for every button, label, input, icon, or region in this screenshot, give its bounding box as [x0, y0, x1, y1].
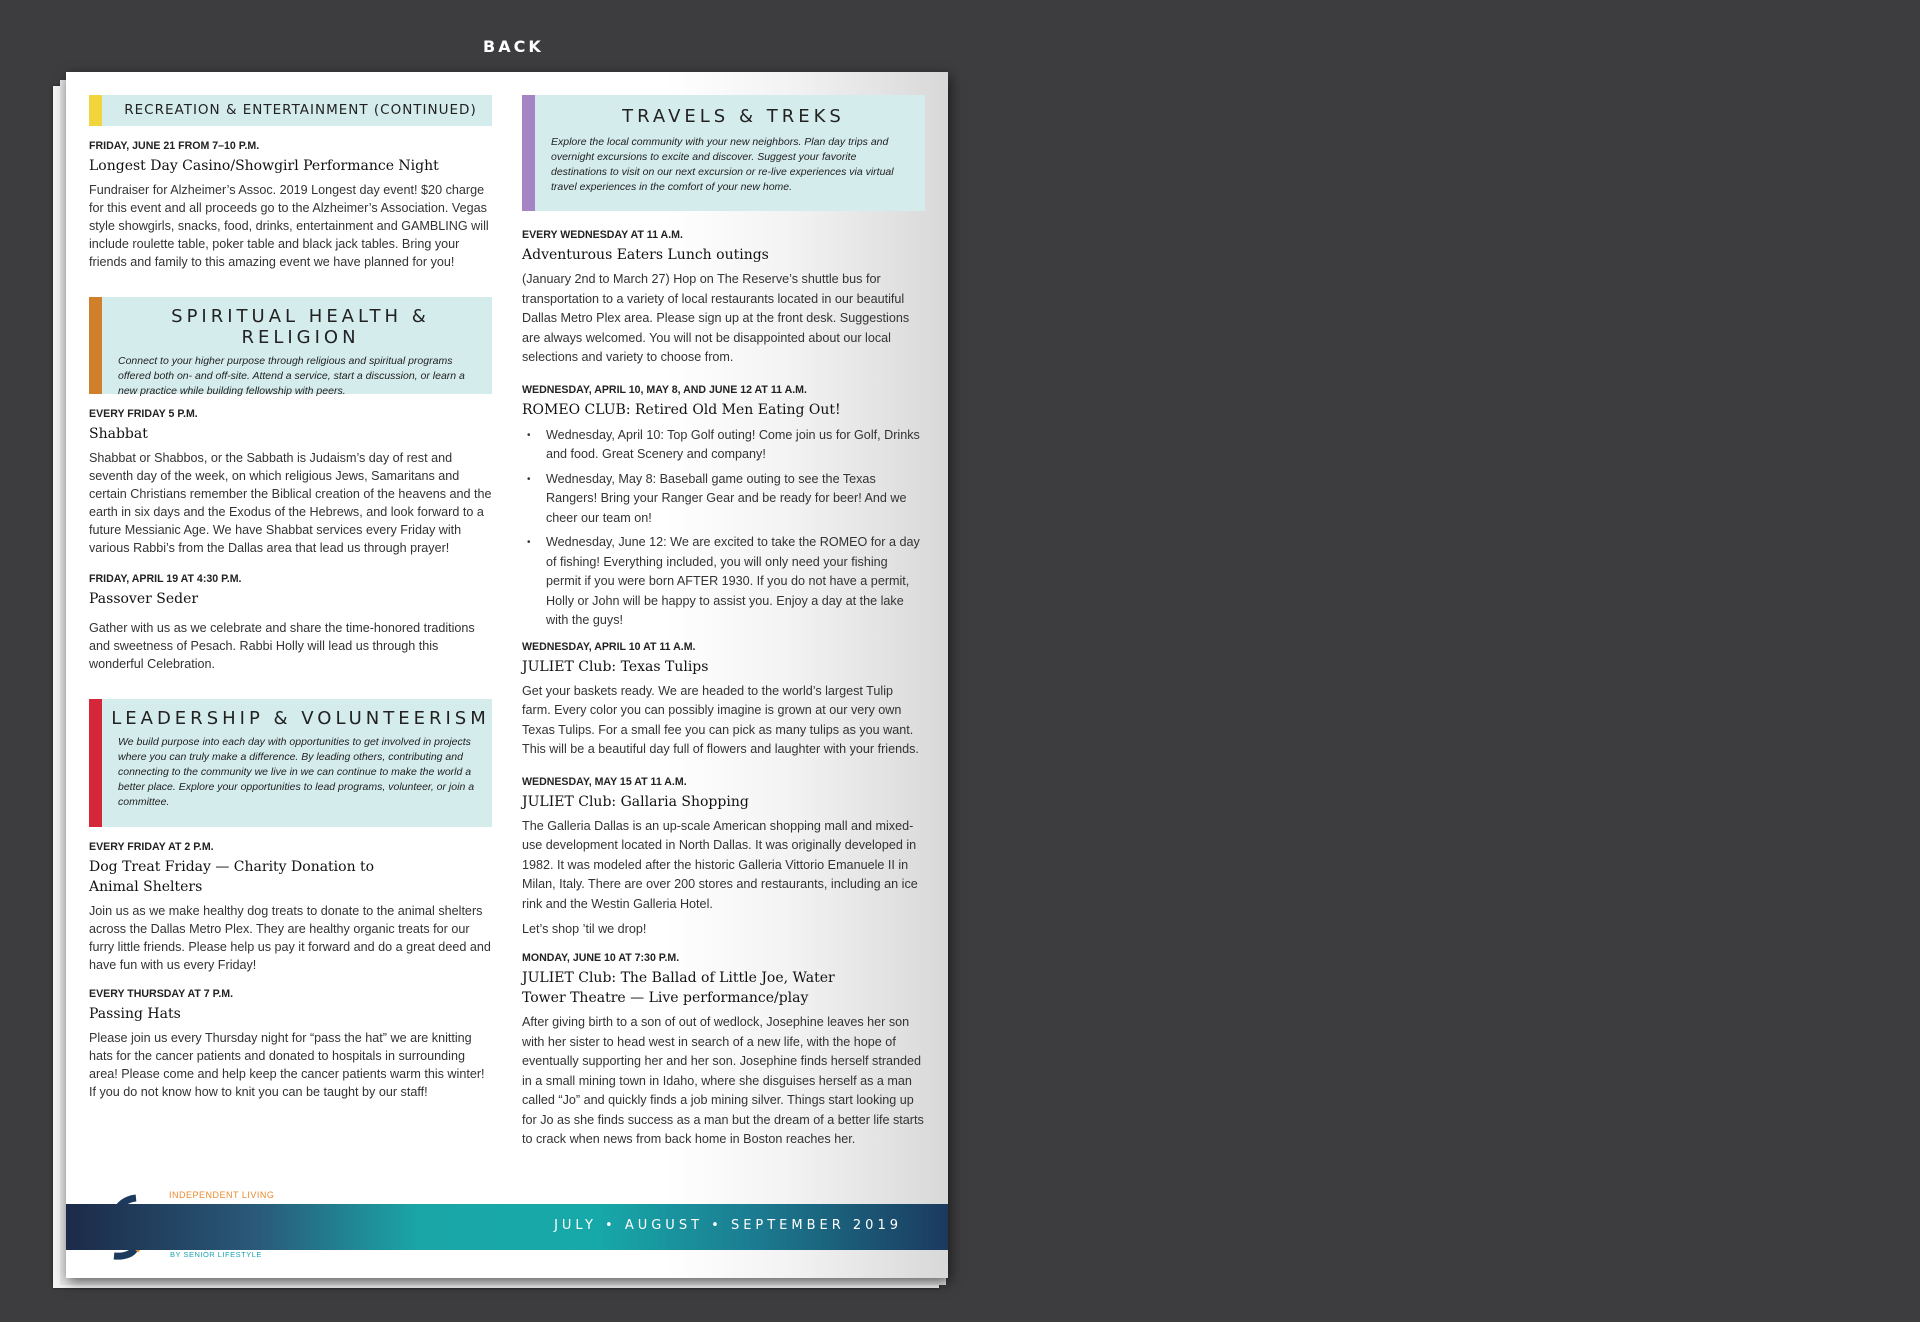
event-body-extra: Let’s shop ’til we drop!	[522, 922, 647, 936]
section-header-recreation	[89, 95, 492, 126]
event-galleria-shopping	[522, 776, 925, 939]
back-label[interactable]: BACK	[483, 37, 544, 56]
event-body: After giving birth to a son of out of wedlock, Josephine leaves her son with her sister to head west in search of a new life, with the hope of eventually supporting her and her son. Josephine finds herself stranded in a small mining town in Idaho, where she disguises herself as a man called “Jo” and quickly finds a job mining silver. Things start looking up for Jo as she finds success as a man but the dream of a better life starts to crack when news from back home in Boston reaches her.	[522, 1015, 924, 1146]
event-dog-treat	[89, 841, 492, 974]
list-item: • Wednesday, May 8: Baseball game outing to see the Texas Rangers! Bring your Ranger Gear and be ready for beer! And we cheer our team on!	[546, 470, 925, 529]
footer-issue-date: JULY • AUGUST • SEPTEMBER 2019	[554, 1218, 902, 1233]
event-passing-hats	[89, 988, 492, 1101]
section-description: Connect to your higher purpose through religious and spiritual programs offered both on- and off-site. Attend a service, start a discussion, or learn a new practice while building fellowship with peers.	[118, 355, 465, 397]
event-texas-tulips	[522, 641, 925, 760]
section-header-leadership	[89, 699, 492, 827]
left-column	[89, 95, 492, 1101]
list-item: • Wednesday, June 12: We are excited to take the ROMEO for a day of fishing! Everything included, you will only need your fishing permit if you were born AFTER 1930. If you do not have a permit, Holly or John will be happy to assist you. Enjoy a day at the lake with the guys!	[546, 533, 925, 631]
event-adventurous-eaters	[522, 229, 925, 368]
section-description: Explore the local community with your new neighbors. Plan day trips and overnight excursions to excite and discover. Suggest your favorite destinations to visit on our next excursion or re-live experiences via virtual travel experiences in the comfort of your new home.	[551, 136, 894, 193]
romeo-bullet-list	[522, 426, 925, 631]
event-when: WEDNESDAY, APRIL 10, MAY 8, AND JUNE 12 AT 11 A.M.	[522, 383, 807, 396]
event-body: Join us as we make healthy dog treats to donate to the animal shelters across the Dallas Metro Plex. They are healthy organic treats for our furry little friends. Please help us pay it forward and do a great deed and have fun with us every Friday!	[89, 904, 491, 972]
event-name: Passover Seder	[89, 591, 199, 607]
list-item: • Wednesday, April 10: Top Golf outing! Come join us for Golf, Drinks and food. Great Scenery and company!	[546, 426, 925, 465]
event-when: FRIDAY, APRIL 19 AT 4:30 P.M.	[89, 573, 242, 585]
event-when: EVERY THURSDAY AT 7 P.M.	[89, 988, 234, 1000]
section-title: TRAVELS & TREKS	[622, 106, 845, 127]
event-when: FRIDAY, JUNE 21 FROM 7–10 P.M.	[89, 140, 260, 152]
section-title: RECREATION & ENTERTAINMENT (CONTINUED)	[124, 102, 477, 118]
section-stripe	[522, 95, 535, 211]
event-name: ROMEO CLUB: Retired Old Men Eating Out!	[522, 401, 841, 418]
event-body: Shabbat or Shabbos, or the Sabbath is Judaism’s day of rest and seventh day of the week, on which religious Jews, Samaritans and certain Christians remember the Biblical creation of the heavens and the earth in six days and the Exodus of the Hebrews, and look forward to a future Messianic Age. We have Shabbat services every Friday with various Rabbi’s from the Dallas area that lead us through prayer!	[89, 451, 492, 555]
event-casino-night	[89, 140, 492, 271]
event-romeo-club	[522, 384, 925, 631]
section-stripe	[89, 699, 102, 827]
event-name: Longest Day Casino/Showgirl Performance Night	[89, 158, 439, 174]
event-body: (January 2nd to March 27) Hop on The Reserve’s shuttle bus for transportation to a variety of local restaurants located in our beautiful Dallas Metro Plex area. Please sign up at the front desk. Suggestions are always welcomed. You will not be disappointed about our local selections and variety to choose from.	[522, 272, 910, 364]
event-when: WEDNESDAY, MAY 15 AT 11 A.M.	[522, 775, 687, 788]
event-name: JULIET Club: Texas Tulips	[522, 658, 709, 675]
event-passover	[89, 573, 492, 673]
event-name: Passing Hats	[89, 1006, 181, 1022]
logo-tagline-top: INDEPENDENT LIVING	[169, 1190, 275, 1200]
event-when: EVERY FRIDAY 5 P.M.	[89, 408, 198, 420]
right-column	[522, 95, 925, 1150]
event-when: EVERY FRIDAY AT 2 P.M.	[89, 841, 214, 853]
event-body: Gather with us as we celebrate and share the time-honored traditions and sweetness of Pesach. Rabbi Holly will lead us through this wonderful Celebration.	[89, 621, 475, 671]
event-when: WEDNESDAY, APRIL 10 AT 11 A.M.	[522, 640, 696, 653]
event-body: Fundraiser for Alzheimer’s Assoc. 2019 Longest day event! $20 charge for this event and all proceeds go to the Alzheimer’s Association. Vegas style showgirls, snacks, food, drinks, entertainment and GAMBLING will include roulette table, poker table and black jack tables. Bring your friends and family to this amazing event we have planned for you!	[89, 183, 489, 269]
newsletter-page	[66, 72, 948, 1278]
event-name: JULIET Club: Gallaria Shopping	[522, 793, 749, 810]
section-title: LEADERSHIP & VOLUNTEERISM	[111, 708, 490, 729]
event-when: EVERY WEDNESDAY AT 11 A.M.	[522, 229, 683, 241]
event-body: Get your baskets ready. We are headed to the world’s largest Tulip farm. Every color you can possibly imagine is grown at our very own Texas Tulips. For a small fee you can pick as many tulips as you want. This will be a beautiful day full of flowers and laughter with your friends.	[522, 683, 919, 756]
event-body: Please join us every Thursday night for “pass the hat” we are knitting hats for the cancer patients and donated to hospitals in surrounding area! Please come and help keep the cancer patients warm this winter! If you do not know how to knit you can be taught by our staff!	[89, 1031, 485, 1099]
event-name: Dog Treat Friday — Charity Donation to Animal Shelters	[89, 859, 375, 895]
section-description: We build purpose into each day with opportunities to get involved in projects where you can truly make a difference. By leading others, contributing and connecting to the community we live in we can continue to make the world a better place. Explore your opportunities to lead programs, volunteer, or join a committee.	[118, 736, 475, 808]
event-name: JULIET Club: The Ballad of Little Joe, Water Tower Theatre — Live performance/play	[522, 970, 835, 1006]
event-ballad-little-joe	[522, 952, 925, 1150]
event-name: Adventurous Eaters Lunch outings	[522, 247, 769, 263]
section-stripe	[89, 95, 102, 126]
event-name: Shabbat	[89, 426, 148, 442]
section-header-spiritual	[89, 297, 492, 397]
section-header-travels	[522, 95, 925, 211]
section-stripe	[89, 297, 102, 394]
event-shabbat	[89, 408, 492, 557]
section-title: SPIRITUAL HEALTH & RELIGION	[171, 306, 430, 348]
event-when: MONDAY, JUNE 10 AT 7:30 P.M.	[522, 952, 680, 964]
footer-band	[66, 1204, 948, 1250]
event-body: The Galleria Dallas is an up-scale American shopping mall and mixed-use development located in North Dallas. It was originally developed in 1982. It was modeled after the historic Galleria Vittorio Emanuele II in Milan, Italy. There are over 200 stores and restaurants, including an ice rink and the Westin Galleria Hotel.	[522, 818, 918, 911]
logo-tagline-bottom: BY SENIOR LIFESTYLE	[170, 1250, 262, 1259]
